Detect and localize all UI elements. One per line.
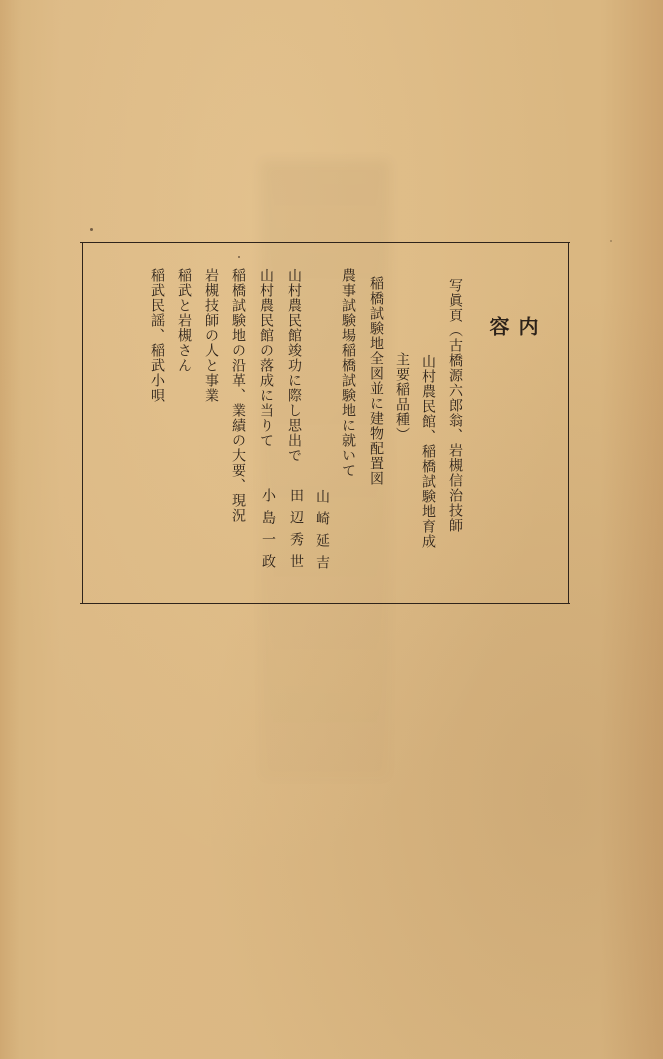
toc-left-rule (82, 242, 83, 604)
toc-author-kojima: 小島一政 (260, 488, 276, 576)
toc-title: 内 容 (486, 316, 539, 386)
toc-item-folksongs: 稲武民謡、稲武小唄 (149, 268, 165, 403)
toc-author-tanabe: 田辺秀世 (288, 488, 304, 576)
toc-item-map: 稲橋試験地全図並に建物配置図 (368, 276, 384, 486)
paper-speck (238, 256, 240, 258)
toc-item-iwatsuki-person: 岩槻技師の人と事業 (203, 268, 219, 403)
toc-item-photos: 写眞頁（古橋源六郎翁、岩槻信治技師 (447, 278, 463, 533)
toc-item-hall-completion: 山村農民館の落成に当りて (258, 268, 274, 448)
toc-item-photos-cont: 山村農民館、稲橋試験地育成 (420, 354, 436, 549)
paper-speck (90, 228, 93, 231)
toc-item-inabashi-station: 農事試験場稲橋試験地に就いて (340, 268, 356, 478)
toc-item-completion-memory: 山村農民館竣功に際し思出で (286, 268, 302, 463)
toc-author-yamazaki: 山崎延吉 (314, 489, 330, 577)
toc-item-inabu-iwatsuki: 稲武と岩槻さん (176, 268, 192, 373)
toc-right-rule (568, 242, 569, 604)
paper-speck (610, 240, 612, 242)
toc-item-history: 稲橋試験地の沿革、業績の大要、現況 (230, 268, 246, 523)
toc-item-photos-cont2: 主要稲品種） (394, 352, 410, 442)
